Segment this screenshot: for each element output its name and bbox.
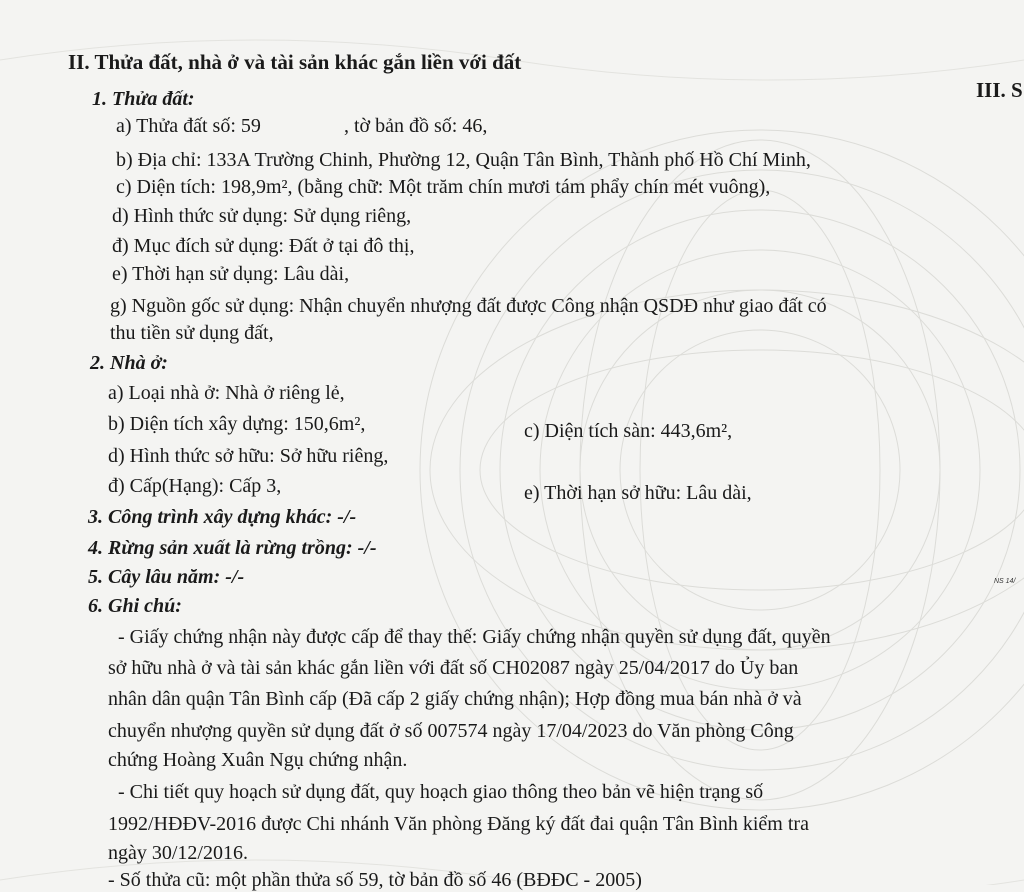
note-line-6: - Chi tiết quy hoạch sử dụng đất, quy hoạch giao thông theo bản vẽ hiện trạng số bbox=[118, 781, 764, 803]
note-line-9: - Số thửa cũ: một phần thửa số 59, tờ bản đồ số 46 (BĐĐC - 2005) bbox=[108, 869, 642, 891]
next-section-heading-cut: III. S bbox=[976, 78, 1023, 102]
house-build-area: b) Diện tích xây dựng: 150,6m², bbox=[108, 413, 366, 435]
house-ownership-form: d) Hình thức sở hữu: Sở hữu riêng, bbox=[108, 445, 389, 467]
house-floor-area: c) Diện tích sàn: 443,6m², bbox=[524, 420, 733, 442]
note-line-5: chứng Hoàng Xuân Ngụ chứng nhận. bbox=[108, 749, 408, 771]
land-area: c) Diện tích: 198,9m², (bằng chữ: Một trăm chín mươi tám phẩy chín mét vuông), bbox=[116, 176, 771, 198]
notes-heading: 6. Ghi chú: bbox=[88, 595, 182, 617]
perennial-trees: 5. Cây lâu năm: -/- bbox=[88, 566, 245, 588]
note-line-3: nhân dân quận Tân Bình cấp (Đã cấp 2 giấy chứng nhận); Hợp đồng mua bán nhà ở và bbox=[108, 688, 802, 710]
land-heading: 1. Thửa đất: bbox=[92, 88, 195, 110]
house-grade: đ) Cấp(Hạng): Cấp 3, bbox=[108, 475, 282, 497]
land-use-purpose: đ) Mục đích sử dụng: Đất ở tại đô thị, bbox=[112, 235, 415, 257]
land-use-term: e) Thời hạn sử dụng: Lâu dài, bbox=[112, 263, 350, 285]
house-ownership-term: e) Thời hạn sở hữu: Lâu dài, bbox=[524, 482, 752, 504]
land-origin-line-1: g) Nguồn gốc sử dụng: Nhận chuyển nhượng đất được Công nhận QSDĐ như giao đất có bbox=[110, 295, 827, 317]
production-forest: 4. Rừng sản xuất là rừng trồng: -/- bbox=[88, 537, 377, 559]
house-type: a) Loại nhà ở: Nhà ở riêng lẻ, bbox=[108, 382, 345, 404]
note-line-4: chuyển nhượng quyền sử dụng đất ở số 007574 ngày 17/04/2023 do Văn phòng Công bbox=[108, 720, 794, 742]
other-works: 3. Công trình xây dựng khác: -/- bbox=[88, 506, 357, 528]
note-line-7: 1992/HĐĐV-2016 được Chi nhánh Văn phòng Đăng ký đất đai quận Tân Bình kiểm tra bbox=[108, 813, 809, 835]
parcel-number: a) Thửa đất số: 59 bbox=[116, 115, 261, 137]
map-sheet-number: , tờ bản đồ số: 46, bbox=[344, 115, 488, 137]
land-origin-line-2: thu tiền sử dụng đất, bbox=[110, 322, 274, 344]
margin-mark: NS 14/ bbox=[994, 578, 1016, 585]
note-line-8: ngày 30/12/2016. bbox=[108, 842, 248, 864]
land-use-form: d) Hình thức sử dụng: Sử dụng riêng, bbox=[112, 205, 412, 227]
note-line-1: - Giấy chứng nhận này được cấp để thay thế: Giấy chứng nhận quyền sử dụng đất, quyền bbox=[118, 626, 831, 648]
section-heading: II. Thửa đất, nhà ở và tài sản khác gắn liền với đất bbox=[68, 50, 522, 74]
house-heading: 2. Nhà ở: bbox=[90, 352, 168, 374]
note-line-2: sở hữu nhà ở và tài sản khác gắn liền với đất số CH02087 ngày 25/04/2017 do Ủy ban bbox=[108, 657, 799, 679]
land-address: b) Địa chỉ: 133A Trường Chinh, Phường 12, Quận Tân Bình, Thành phố Hồ Chí Minh, bbox=[116, 149, 811, 171]
